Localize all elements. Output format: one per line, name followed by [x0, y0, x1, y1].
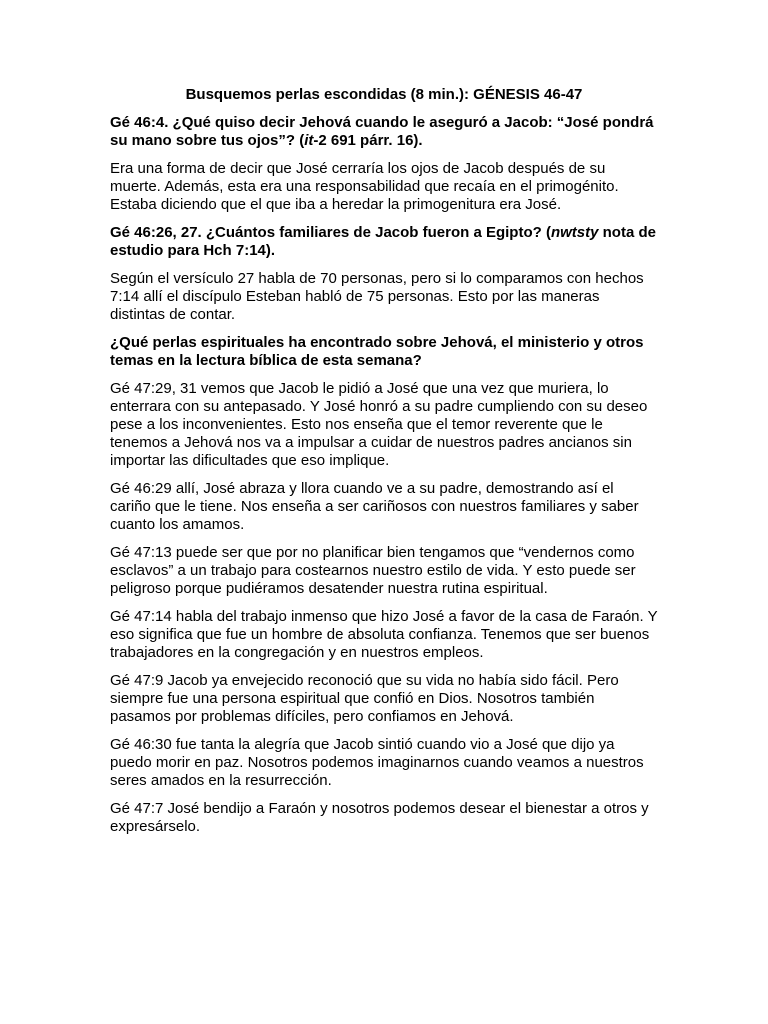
question-1: [110, 114, 658, 150]
question-2-ref-tail: nota de estudio para Hch 7:14).: [110, 224, 656, 259]
answer-1: Era una forma de decir que José cerraría los ojos de Jacob después de su muerte. Además, esta era una responsabilidad que recaía en el primogénito. Estaba diciendo que el que iba a heredar la primogenitura era José.: [110, 160, 619, 213]
paragraph: Gé 46:29 allí, José abraza y llora cuando ve a su padre, demostrando así el cariño que le tiene. Nos enseña a ser cariñosos con nuestros familiares y saber cuanto los amamos.: [110, 480, 639, 533]
question-1-text: Gé 46:4. ¿Qué quiso decir Jehová cuando le aseguró a Jacob: “José pondrá su mano sobre tus ojos”? (: [110, 114, 654, 149]
paragraph: Gé 47:13 puede ser que por no planificar bien tengamos que “vendernos como esclavos” a un trabajo para costearnos nuestro estilo de vida. Y esto puede ser peligroso porque pudiéramos desatender nuestra rutina espiritual.: [110, 544, 636, 597]
question-1-ref: it: [304, 132, 314, 149]
document-title: Busquemos perlas escondidas (8 min.): GÉNESIS 46-47: [185, 86, 583, 103]
question-2-ref: nwtsty: [550, 224, 599, 241]
document-page: [110, 86, 658, 846]
paragraph: Gé 47:7 José bendijo a Faraón y nosotros podemos desear el bienestar a otros y expresárselo.: [110, 800, 649, 835]
paragraph: Gé 47:9 Jacob ya envejecido reconoció que su vida no había sido fácil. Pero siempre fue una persona espiritual que confió en Dios. Nosotros también pasamos por problemas difíciles, pero confiamos en Jehová.: [110, 672, 619, 725]
question-1-ref-tail: -2 691 párr. 16).: [313, 132, 423, 149]
question-3: ¿Qué perlas espirituales ha encontrado sobre Jehová, el ministerio y otros temas en la lectura bíblica de esta semana?: [110, 334, 644, 369]
question-2-text: Gé 46:26, 27. ¿Cuántos familiares de Jacob fueron a Egipto? (: [110, 224, 551, 241]
paragraph: Gé 47:29, 31 vemos que Jacob le pidió a José que una vez que muriera, lo enterrara con su antepasado. Y José honró a su padre cumpliendo con su deseo pese a los inconvenientes. Esto nos enseña que el temor reverente que le tenemos a Jehová nos va a impulsar a cuidar de nuestros padres ancianos sin importar las dificultades que eso implique.: [110, 380, 648, 469]
paragraph: Gé 46:30 fue tanta la alegría que Jacob sintió cuando vio a José que dijo ya puedo morir en paz. Nosotros podemos imaginarnos cuando veamos a nuestros seres amados en la resurrección.: [110, 736, 644, 789]
answer-2: Según el versículo 27 habla de 70 personas, pero si lo comparamos con hechos 7:14 allí el discípulo Esteban habló de 75 personas. Esto por las maneras distintas de contar.: [110, 270, 644, 323]
paragraph: Gé 47:14 habla del trabajo inmenso que hizo José a favor de la casa de Faraón. Y eso significa que fue un hombre de absoluta confianza. Tenemos que ser buenos trabajadores en la congregación y en nuestros empleos.: [110, 608, 658, 661]
question-2: [110, 224, 658, 260]
